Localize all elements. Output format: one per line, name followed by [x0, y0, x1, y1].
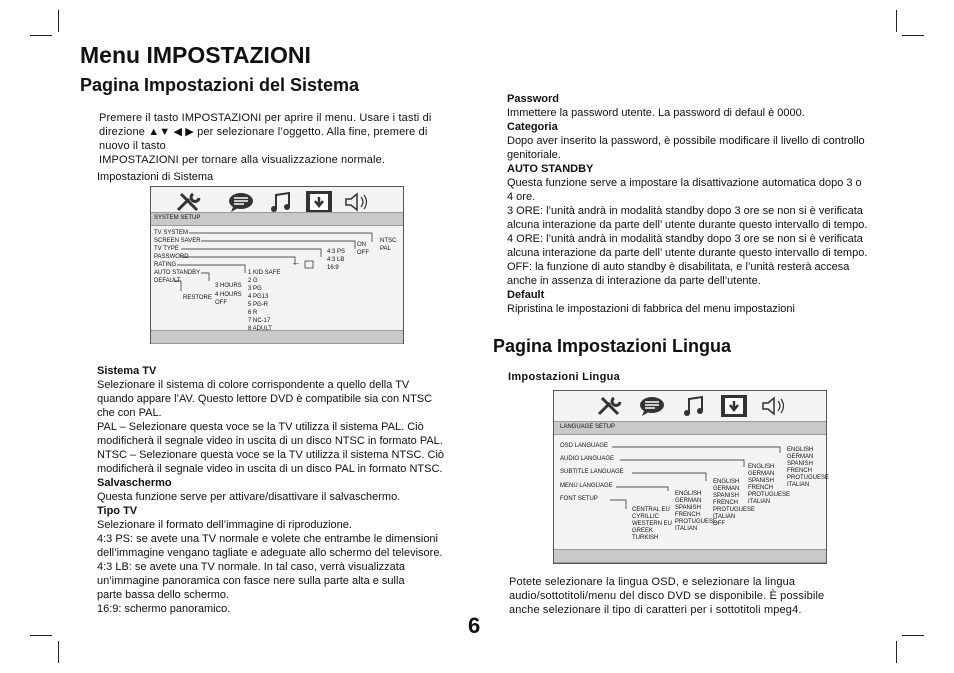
text-line: Selezionare il sistema di colore corrispondente a quello della TV [97, 379, 410, 391]
text-line: quando appare l’AV. Questo lettore DVD è compatibile sia con NTSC [97, 393, 433, 405]
osd-option: WESTERN EU [632, 521, 673, 527]
osd-option: CYRILLIC [632, 514, 660, 520]
osd-item: TV SYSTEM [154, 230, 189, 236]
text-line: Dopo aver inserito la password, è possibile modificare il livello di controllo [507, 135, 865, 147]
osd-option: GERMAN [748, 471, 775, 477]
osd-header: SYSTEM SETUP [154, 215, 201, 221]
osd-item: FONT SETUP [560, 496, 598, 502]
osd-header: LANGUAGE SETUP [560, 424, 616, 430]
osd-item: AUDIO LANGUAGE [560, 456, 615, 462]
right-column-text [507, 92, 887, 316]
text-line: 4 ore. [507, 191, 536, 203]
osd-option: 1 KID SAFE [248, 270, 281, 276]
osd-option: 8 ADULT [248, 326, 272, 332]
osd-option: 6 R [248, 310, 258, 316]
heading-categoria: Categoria [507, 121, 558, 133]
heading-sistema-tv: Sistema TV [97, 365, 157, 377]
page-number: 6 [468, 613, 481, 638]
text-line: 3 ORE: l’unità andrà in modalità standby dopo 3 ore se non si è verificata [507, 205, 863, 217]
crop-mark [30, 635, 52, 636]
osd-option: FRENCH [713, 500, 738, 506]
section-title-system: Pagina Impostazioni del Sistema [80, 75, 360, 95]
text-line: OFF: la funzione di auto standby è disabilitata, e l’unità resterà accesa [507, 261, 850, 273]
osd-option: 4:3 LB [327, 257, 345, 263]
heading-salvaschermo: Salvaschermo [97, 477, 172, 489]
osd-option: GERMAN [713, 486, 740, 492]
text-line: genitoriale. [507, 149, 561, 161]
system-caption: Impostazioni di Sistema [97, 171, 214, 183]
osd-option: ITALIAN [787, 482, 810, 488]
osd-option: PROTUGUESE [787, 475, 830, 481]
intro-line: nuovo il tasto [99, 140, 166, 152]
text-line: alcuna interazione da parte dell’ utente durante questo intervallo di tempo. [507, 247, 868, 259]
osd-option: ITALIAN [675, 526, 698, 532]
osd-option: CENTRAL EU [632, 507, 670, 513]
system-menu-tree [151, 187, 403, 343]
osd-option: SPANISH [713, 493, 739, 499]
osd-option: ENGLISH [787, 447, 814, 453]
osd-option: PROTUGUESE [713, 507, 756, 513]
crop-mark [58, 10, 59, 32]
osd-option: ENGLISH [675, 491, 702, 497]
text-line: Questa funzione serve per attivare/disattivare il salvaschermo. [97, 491, 401, 503]
crop-mark [902, 35, 924, 36]
crop-mark [902, 635, 924, 636]
osd-item: OSD LANGUAGE [560, 443, 609, 449]
osd-option: 4:3 PS [327, 249, 346, 255]
osd-option: ENGLISH [713, 479, 740, 485]
text-line: 4:3 PS: se avete una TV normale e volete che entrambe le dimensioni [97, 533, 438, 545]
heading-auto-standby: AUTO STANDBY [507, 163, 594, 175]
text-line: che con PAL. [97, 407, 162, 419]
osd-option: 16:9 [327, 265, 339, 271]
text-line: Immettere la password utente. La password di defaul è 0000. [507, 107, 805, 119]
osd-option: GREEK [632, 528, 654, 534]
intro-line: Premere il tasto IMPOSTAZIONI per aprire il menu. Usare i tasti di [99, 112, 432, 124]
text-line: 4 ORE: l’unità andrà in modalità standby dopo 3 ore se non si è verificata [507, 233, 863, 245]
outro-line: anche selezionare il tipo di caratteri per i sottotitoli mpeg4. [509, 604, 802, 616]
intro-line: IMPOSTAZIONI per tornare alla visualizzazione normale. [99, 154, 386, 166]
crop-mark [58, 641, 59, 663]
text-line: Questa funzione serve a impostare la disattivazione automatica dopo 3 o [507, 177, 862, 189]
intro-line: direzione ▲▼ ◀ ▶ per selezionare l’oggetto. Alla fine, premere di [99, 126, 428, 138]
language-caption: Impostazioni Lingua [508, 371, 621, 383]
osd-option: SPANISH [675, 505, 701, 511]
text-line: modificherà il segnale video in uscita di un disco PAL in formato NTSC. [97, 463, 443, 475]
osd-option: ON [357, 242, 366, 248]
osd-option: --- [293, 261, 299, 267]
osd-option: 4 HOURS [215, 292, 242, 298]
osd-option: 4 PG13 [248, 294, 269, 300]
text-line: PAL – Selezionare questa voce se la TV utilizza il sistema PAL. Ciò [97, 421, 424, 433]
osd-option: GERMAN [787, 454, 814, 460]
outro-paragraph [509, 575, 889, 617]
language-setup-osd [553, 390, 830, 564]
heading-password: Password [507, 93, 559, 105]
osd-item: RATING [154, 262, 177, 268]
left-column-text [97, 364, 472, 616]
osd-option: OFF [357, 250, 369, 256]
osd-option: FRENCH [748, 485, 773, 491]
osd-item: SCREEN SAVER [154, 238, 201, 244]
osd-item: TV TYPE [154, 246, 179, 252]
osd-option: 7 NC-17 [248, 318, 271, 324]
text-line: un’immagine panoramica con fasce nere sulla parte alta e sulla [97, 575, 405, 587]
outro-line: audio/sottotitoli/menu del disco DVD se disponibile. È possibile [509, 590, 825, 602]
text-line: anche in assenza di interazione da parte dell’utente. [507, 275, 761, 287]
osd-option: ITALIAN [713, 514, 736, 520]
osd-option: ENGLISH [748, 464, 775, 470]
text-line: dell’immagine vengano tagliate e adeguate allo schermo del televisore. [97, 547, 443, 559]
osd-item: PASSWORD [154, 254, 189, 260]
osd-option: RESTORE [183, 295, 212, 301]
osd-option: 5 PG-R [248, 302, 269, 308]
osd-option: SPANISH [787, 461, 813, 467]
text-line: alcuna interazione da parte dell’ utente durante questo intervallo di tempo. [507, 219, 868, 231]
osd-option: OFF [215, 300, 227, 306]
osd-item: AUTO STANDBY [154, 270, 201, 276]
text-line: 16:9: schermo panoramico. [97, 603, 231, 615]
osd-option: GERMAN [675, 498, 702, 504]
heading-default: Default [507, 289, 545, 301]
osd-item: MENU LANGUAGE [560, 483, 613, 489]
text-line: 4:3 LB: se avete una TV normale. In tal caso, verrà visualizzata [97, 561, 405, 573]
crop-mark [896, 641, 897, 663]
osd-option: 3 HOURS [215, 283, 242, 289]
heading-tipo-tv: Tipo TV [97, 505, 138, 517]
osd-item: DEFAULT [154, 278, 181, 284]
osd-option: PROTUGUESE [675, 519, 718, 525]
crop-mark [896, 10, 897, 32]
osd-option: PROTUGUESE [748, 492, 791, 498]
osd-item: SUBTITLE LANGUAGE [560, 469, 624, 475]
page-title: Menu IMPOSTAZIONI [80, 42, 311, 68]
osd-option: FRENCH [787, 468, 812, 474]
osd-option: ITALIAN [748, 499, 771, 505]
intro-paragraph [99, 111, 469, 167]
osd-option: NTSC [380, 238, 397, 244]
text-line: NTSC – Selezionare questa voce se la TV utilizza il sistema NTSC. Ciò [97, 449, 445, 461]
osd-option: 2 G [248, 278, 258, 284]
text-line: modificherà il segnale video in uscita di un disco NTSC in formato PAL. [97, 435, 443, 447]
language-menu-tree [554, 391, 826, 563]
osd-option: TURKISH [632, 535, 659, 541]
text-line: parte bassa dello schermo. [97, 589, 230, 601]
section-title-language: Pagina Impostazioni Lingua [493, 336, 732, 356]
text-line: Selezionare il formato dell’immagine di riproduzione. [97, 519, 352, 531]
osd-option: FRENCH [675, 512, 700, 518]
text-line: Ripristina le impostazioni di fabbrica del menu impostazioni [507, 303, 795, 315]
crop-mark [30, 35, 52, 36]
osd-option: 3 PG [248, 286, 262, 292]
outro-line: Potete selezionare la lingua OSD, e selezionare la lingua [509, 576, 796, 588]
osd-option: SPANISH [748, 478, 774, 484]
osd-option: PAL [380, 246, 391, 252]
osd-option: OFF [713, 521, 725, 527]
system-setup-osd [150, 186, 404, 344]
